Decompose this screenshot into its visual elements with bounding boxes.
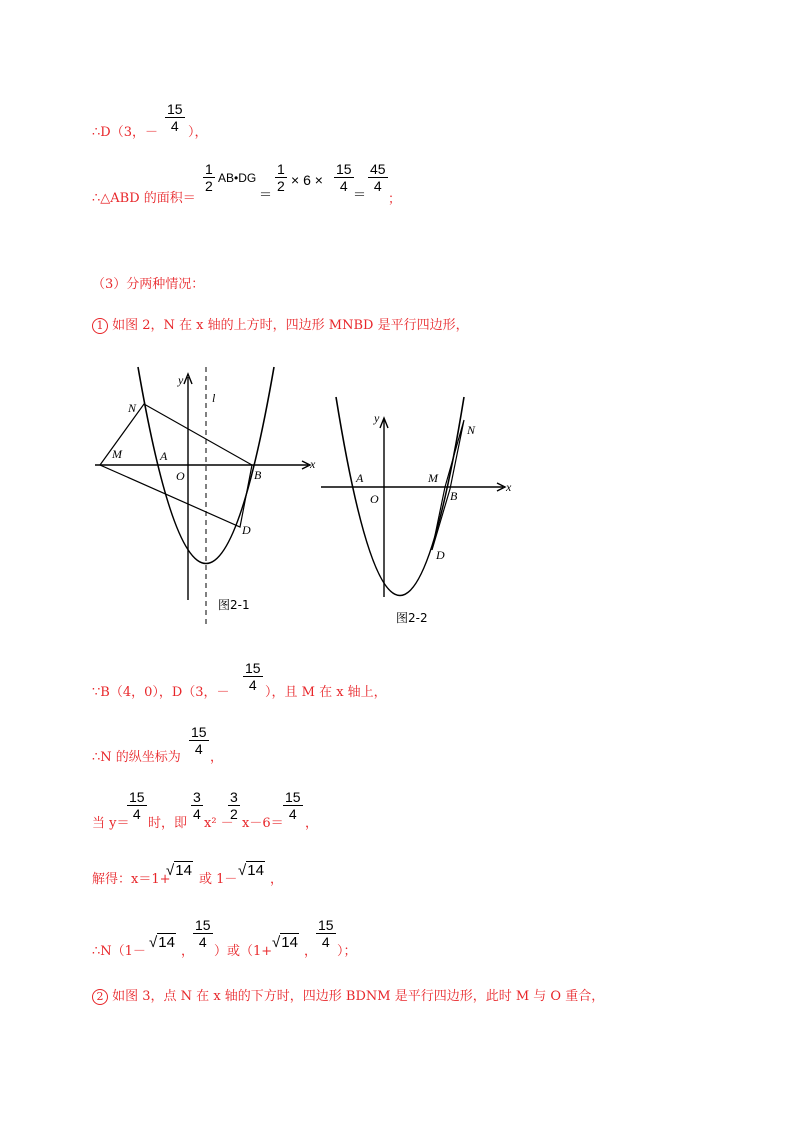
label-m: M	[112, 447, 122, 461]
label-b: B	[254, 468, 262, 482]
line8-prefix: 解得：x＝1+	[92, 872, 171, 887]
sqrt-14: √14	[166, 862, 192, 879]
line2-suffix: ；	[388, 192, 402, 207]
line7-prefix: 当 y＝	[92, 816, 130, 831]
line7-mid: 时，即	[148, 816, 188, 831]
sqrt-14-d: √14	[272, 934, 298, 951]
sqrt-14-b: √14	[238, 862, 264, 879]
label-y: y	[178, 373, 184, 387]
label-d: D	[242, 523, 251, 537]
label-o: O	[176, 469, 185, 483]
figure-2-1	[90, 362, 330, 632]
fraction-3-2: $\frac{3}{2}$	[230, 789, 238, 822]
label-a: A	[356, 471, 364, 485]
line7-suffix: ，	[305, 816, 319, 831]
line9-mid: ）或（1+	[214, 944, 273, 959]
label-y: y	[374, 411, 380, 425]
line9-comma2: ，	[304, 944, 318, 959]
line5-suffix: ），且 M 在 x 轴上，	[265, 685, 387, 700]
fraction-15-4: $\frac{15}{4}$	[167, 101, 183, 134]
caption-fig-2-1: 图2-1	[218, 598, 250, 612]
label-l: l	[212, 391, 216, 405]
fraction-15-4-e: $\frac{15}{4}$	[129, 789, 145, 822]
label-n: N	[128, 401, 137, 415]
circled-number-1: 1	[92, 318, 108, 334]
parabola-curve	[336, 397, 464, 596]
times-six: × 6 ×	[291, 172, 323, 188]
ab-dg-text: AB•DG	[218, 171, 257, 185]
line1-prefix: ∴D（3，－	[92, 125, 158, 140]
line1-suffix: ），	[188, 125, 208, 140]
fraction-15-4-h: $\frac{15}{4}$	[318, 917, 334, 950]
label-x: x	[506, 480, 512, 494]
fraction-15-4-g: $\frac{15}{4}$	[195, 917, 211, 950]
line8-suffix: ，	[270, 872, 284, 887]
label-d: D	[436, 548, 445, 562]
line9-comma1: ，	[181, 944, 195, 959]
fraction-15-4-d: $\frac{15}{4}$	[191, 724, 207, 757]
line6-prefix: ∴N 的纵坐标为	[92, 750, 181, 765]
line8-mid: 或 1－	[199, 872, 238, 887]
fraction-15-4-b: $\frac{15}{4}$	[336, 161, 352, 194]
line7-x-squared: x² －	[204, 816, 234, 831]
fraction-15-4-c: $\frac{15}{4}$	[245, 660, 261, 693]
label-a: A	[160, 449, 168, 463]
equals-sign-2: ＝	[353, 187, 367, 202]
line7-rest: x－6＝	[242, 816, 284, 831]
line9-suffix: ）；	[337, 944, 357, 959]
circled-number-2: 2	[92, 989, 108, 1005]
line9-prefix: ∴N（1－	[92, 944, 146, 959]
label-o: O	[370, 492, 379, 506]
label-n: N	[467, 423, 476, 437]
line5-prefix: ∵B（4，0），D（3，－	[92, 685, 230, 700]
section-heading: （3）分两种情况：	[92, 277, 205, 292]
label-b: B	[450, 489, 458, 503]
case2-line	[92, 985, 604, 1005]
case1-line	[92, 314, 469, 334]
fraction-1-2-b: $\frac{1}{2}$	[277, 161, 285, 194]
sqrt-14-c: √14	[149, 934, 175, 951]
line6-suffix: ，	[210, 750, 224, 765]
caption-fig-2-2: 图2-2	[396, 611, 428, 625]
case2-text: 如图 3，点 N 在 x 轴的下方时，四边形 BDNM 是平行四边形，此时 M 与 O 重合，	[112, 989, 605, 1004]
equals-sign: ＝	[259, 187, 273, 202]
fraction-3-4: $\frac{3}{4}$	[193, 789, 201, 822]
fraction-45-4: $\frac{45}{4}$	[370, 161, 386, 194]
label-m: M	[428, 471, 438, 485]
line2-prefix: ∴△ABD 的面积＝	[92, 191, 196, 206]
label-x: x	[310, 457, 316, 471]
figure-2-2	[318, 392, 528, 628]
fraction-1-2: $\frac{1}{2}$	[205, 161, 213, 194]
case1-text: 如图 2，N 在 x 轴的上方时，四边形 MNBD 是平行四边形，	[112, 318, 469, 333]
fraction-15-4-f: $\frac{15}{4}$	[285, 789, 301, 822]
